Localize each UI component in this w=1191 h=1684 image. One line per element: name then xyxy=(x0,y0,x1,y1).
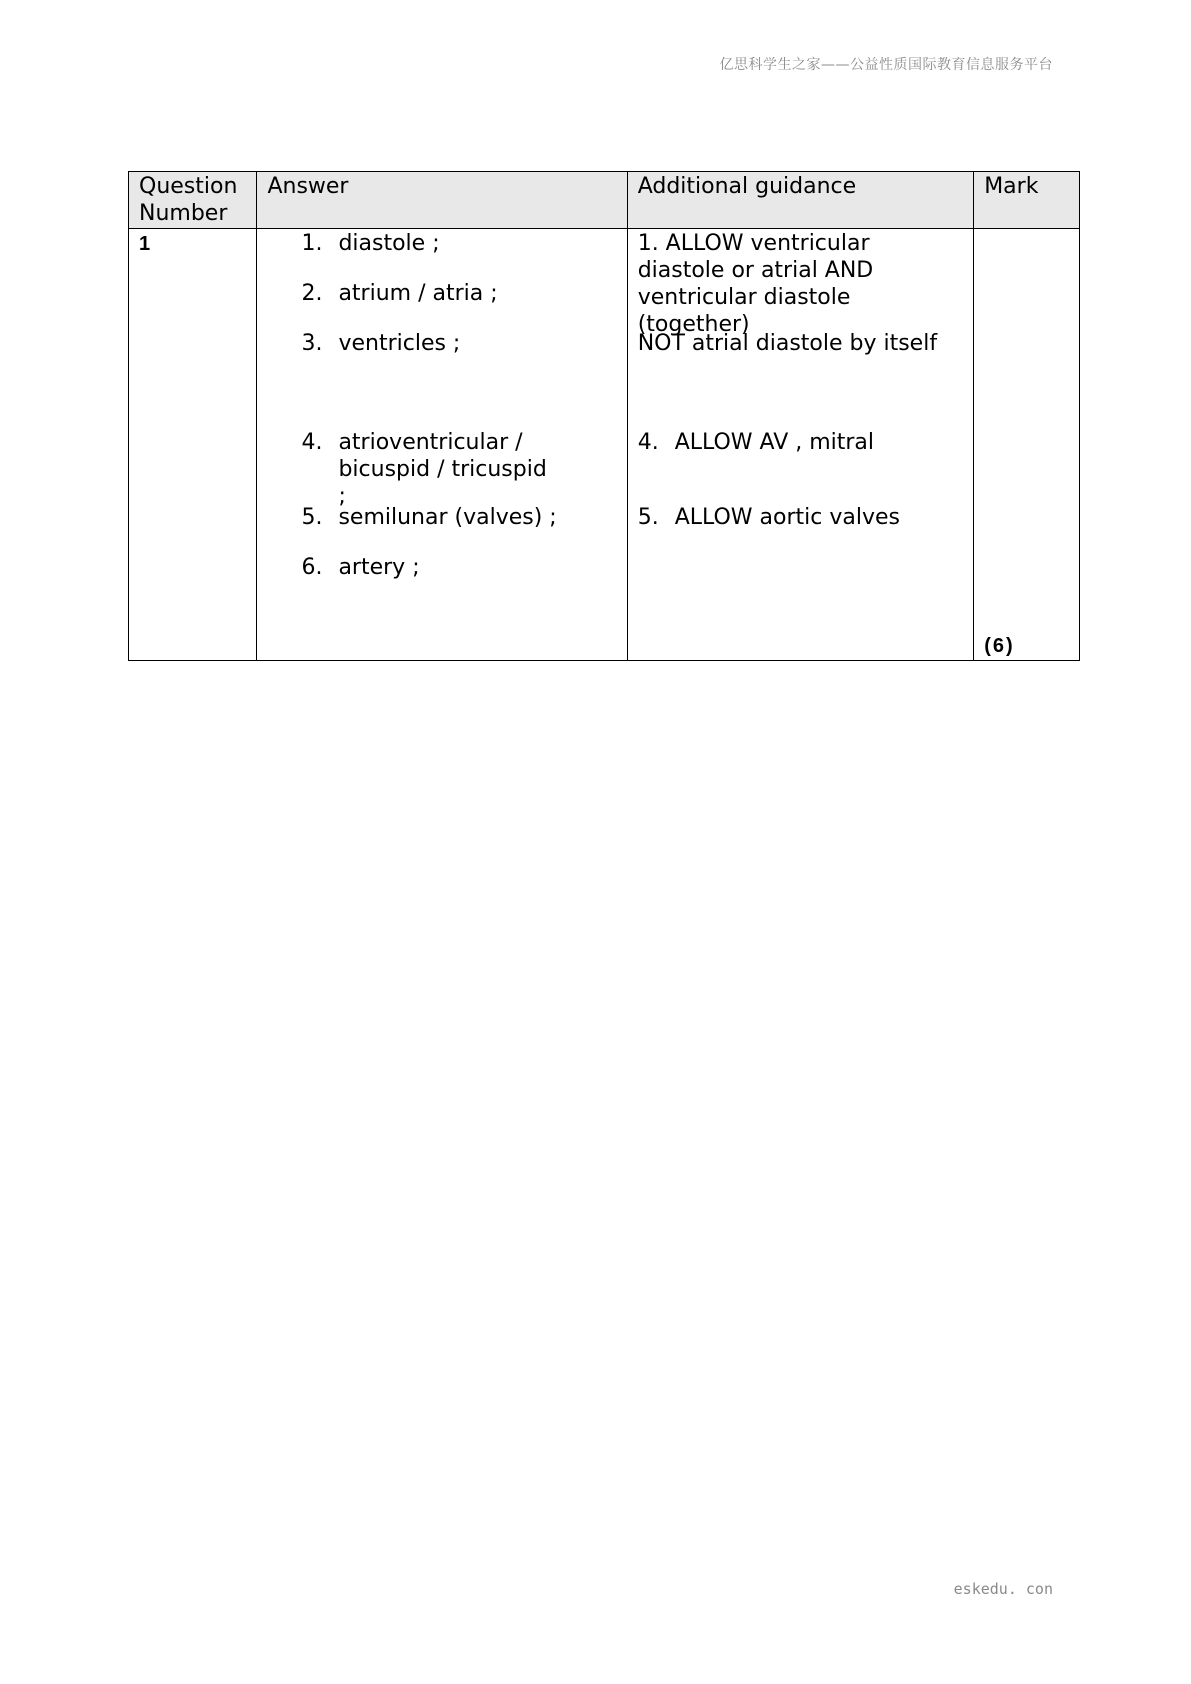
answer-item-2: 2. atrium / atria ; xyxy=(301,281,498,306)
mark-value: (6) xyxy=(984,635,1015,657)
guidance-item-1-not: NOT atrial diastole by itself xyxy=(637,331,938,356)
answer-item-4: 4. atrioventricular / bicuspid / tricuspid ; xyxy=(301,430,547,509)
header-question-number: Question Number xyxy=(129,172,257,229)
header-additional-guidance: Additional guidance xyxy=(627,172,974,229)
header-mark: Mark xyxy=(974,172,1080,229)
table-header-row xyxy=(129,172,1080,229)
question-number-cell xyxy=(129,229,257,661)
guidance-cell xyxy=(627,229,974,661)
guidance-item-5: 5. ALLOW aortic valves xyxy=(637,505,900,530)
answer-item-1: 1. diastole ; xyxy=(301,231,440,256)
table-row xyxy=(129,229,1080,661)
mark-cell xyxy=(974,229,1080,661)
guidance-item-4: 4. ALLOW AV , mitral xyxy=(637,430,875,455)
answer-item-5: 5. semilunar (valves) ; xyxy=(301,505,557,530)
guidance-item-1: 1. ALLOW ventricular diastole or atrial AND ventricular diastole (together) xyxy=(637,231,874,337)
mark-scheme-table xyxy=(128,171,1080,661)
question-number: 1 xyxy=(139,233,151,255)
footer-site: eskedu. con xyxy=(953,1580,1053,1598)
header-answer: Answer xyxy=(257,172,627,229)
answer-cell xyxy=(257,229,627,661)
answer-item-3: 3. ventricles ; xyxy=(301,331,461,356)
watermark-text: 亿思科学生之家——公益性质国际教育信息服务平台 xyxy=(719,57,1053,73)
answer-item-6: 6. artery ; xyxy=(301,555,420,580)
